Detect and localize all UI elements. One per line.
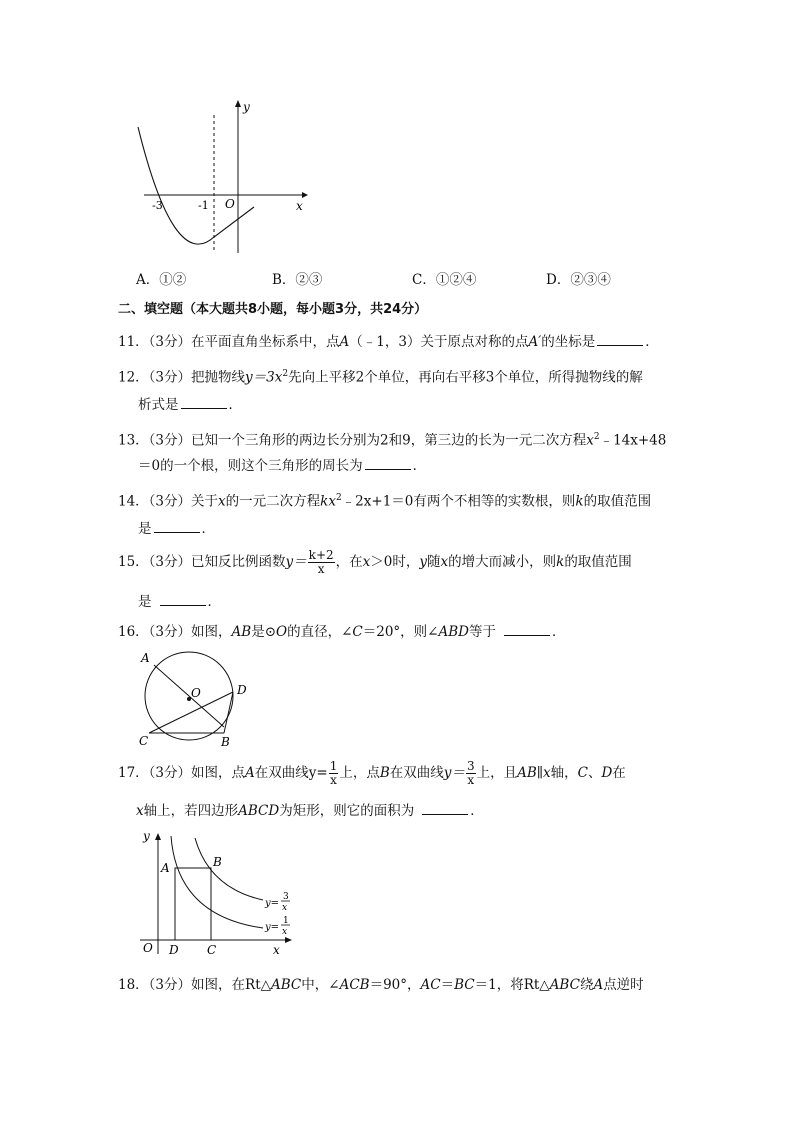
- hyperbola-figure: [135, 826, 305, 960]
- origin-label: O: [225, 197, 235, 211]
- question-14: 14．（3分）关于x的一元二次方程$kx^2﹣2x+1=0$有两个不相等的实数根，则k的取值范围: [118, 493, 652, 510]
- fraction: $\frac{k+2}{x}$: [308, 548, 334, 576]
- question-13: 13．（3分）已知一个三角形的两边长分别为2和9，第三边的长为一元二次方程$x^2﹣14x+48$: [118, 432, 667, 449]
- question-13-cont: ＝0的一个根，则这个三角形的周长为 ．: [138, 455, 426, 477]
- x-axis-label: x: [273, 943, 280, 957]
- tick-label-minus1: -1: [198, 199, 209, 212]
- point-a-label: A: [141, 651, 150, 665]
- question-16: 16．（3分）如图，AB是⊙O的直径，∠C＝20°，则∠ABD等于 ．: [118, 621, 566, 643]
- question-17: 17．（3分）如图，点A在双曲线y= $\frac{1}{x}$ 上，点B在双曲线y＝ $\frac{3}{x}$ 上，且AB∥x轴，C、D在: [118, 759, 626, 787]
- option-a: A．①②: [136, 272, 187, 288]
- x-axis-label: x: [296, 199, 303, 213]
- label-y-3-over-x: [264, 892, 290, 913]
- point-b-label: B: [213, 855, 222, 869]
- answer-blank[interactable]: [160, 591, 206, 606]
- answer-blank[interactable]: [422, 800, 468, 815]
- point-b-label: B: [221, 735, 230, 749]
- fraction: $\frac{1}{x}$: [329, 759, 338, 787]
- svg-text:y=: y=: [265, 922, 280, 933]
- question-17-cont: x轴上，若四边形ABCD为矩形，则它的面积为 ．: [136, 800, 484, 822]
- answer-blank[interactable]: [181, 394, 227, 409]
- diameter-ab: [154, 665, 224, 727]
- fraction: $\frac{3}{x}$: [466, 759, 475, 787]
- point-c-label: C: [139, 734, 149, 748]
- question-15: 15．（3分）已知反比例函数y＝ $\frac{k+2}{x}$ ，在x＞0时，y随x的增大而减小，则k的取值范围: [118, 548, 632, 576]
- label-y-1-over-x: [264, 916, 290, 937]
- question-12-cont: 析式是 ．: [138, 394, 242, 416]
- y-axis: [155, 833, 161, 954]
- rectangle-abcd: [175, 868, 211, 940]
- parabola-figure: [130, 95, 315, 260]
- question-15-cont: 是 ．: [138, 591, 221, 613]
- y-axis: [235, 100, 241, 253]
- answer-blank[interactable]: [504, 621, 550, 636]
- origin-label: O: [143, 941, 153, 955]
- point-a-label: A: [161, 861, 170, 875]
- option-b: B．②③: [272, 272, 323, 288]
- question-11: 11．（3分）在平面直角坐标系中，点A（﹣1，3）关于原点对称的点A′的坐标是 ．: [118, 331, 659, 353]
- circle-figure: [135, 645, 255, 755]
- curve-y-1-over-x: [171, 836, 263, 928]
- option-d: D．②③④: [546, 272, 611, 288]
- point-d-label: D: [237, 683, 247, 697]
- svg-text:3: 3: [283, 892, 289, 902]
- svg-text:x: x: [282, 927, 288, 937]
- answer-blank[interactable]: [365, 455, 411, 470]
- point-c-label: C: [207, 943, 217, 957]
- point-o-label: O: [191, 686, 201, 700]
- svg-text:1: 1: [283, 916, 289, 926]
- chord-db: [224, 692, 233, 733]
- y-axis-label: y: [143, 829, 150, 843]
- y-axis-label: y: [243, 100, 250, 114]
- question-14-cont: 是 ．: [138, 518, 215, 540]
- answer-blank[interactable]: [597, 331, 643, 346]
- tick-label-minus3: -3: [152, 199, 163, 212]
- option-c: C．①②④: [412, 272, 477, 288]
- svg-text:y=: y=: [265, 898, 280, 909]
- question-12: 12．（3分）把抛物线$y=3x^2$先向上平移2个单位，再向右平移3个单位，所得抛物线的解: [118, 369, 643, 386]
- question-18: 18．（3分）如图，在Rt△ABC中，∠ACB＝90°，AC＝BC＝1，将Rt△ABC绕A点逆时: [118, 977, 644, 993]
- section-title: 二、填空题（本大题共8小题，每小题3分，共24分）: [118, 302, 428, 317]
- svg-text:x: x: [282, 903, 288, 913]
- curve-y-3-over-x: [195, 838, 263, 900]
- answer-blank[interactable]: [154, 518, 200, 533]
- point-d-label: D: [169, 943, 179, 957]
- parabola-curve: [138, 127, 254, 244]
